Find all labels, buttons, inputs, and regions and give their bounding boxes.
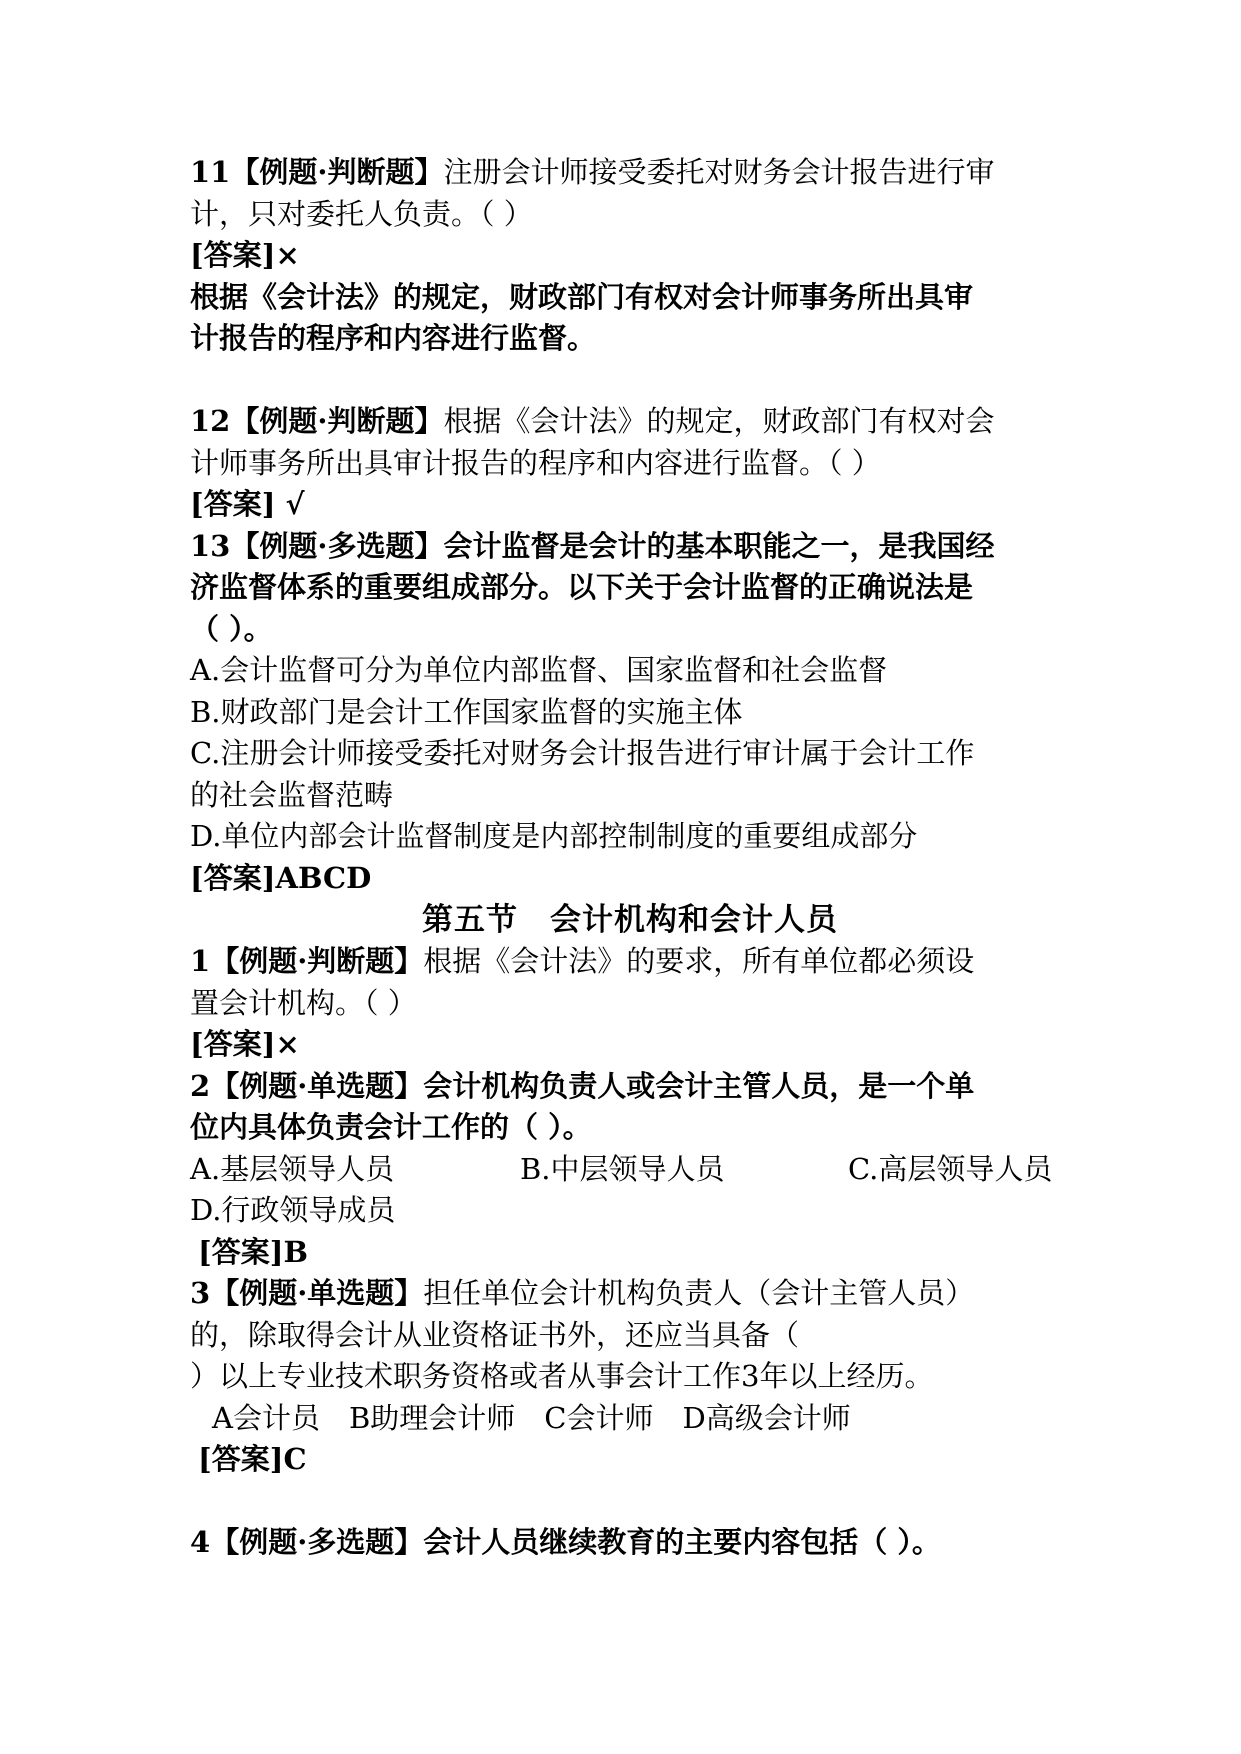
q13-option-b: B.财政部门是会计工作国家监督的实施主体 — [190, 694, 743, 729]
s1-answer: [答案]× — [190, 1027, 300, 1061]
q13-option-c-line-1: C.注册会计师接受委托对财务会计报告进行审计属于会计工作 — [190, 736, 975, 770]
s4-question-text-1: 会计人员继续教育的主要内容包括（ ）。 — [423, 1525, 941, 1559]
s4-type-tag: 【例题·多选题】 — [210, 1525, 424, 1559]
q13-question-line-3: （ ）。 — [190, 611, 273, 646]
q12-question-line-2: 计师事务所出具审计报告的程序和内容进行监督。（ ） — [190, 445, 881, 480]
s2-options-row — [190, 1149, 1070, 1191]
s2-question-text-1: 会计机构负责人或会计主管人员，是一个单 — [423, 1068, 975, 1103]
q13-option-c-line-2: 的社会监督范畴 — [190, 777, 394, 812]
q11-question-text-1: 注册会计师接受委托对财务会计报告进行审 — [443, 155, 995, 189]
s3-type-tag: 【例题·单选题】 — [210, 1276, 424, 1310]
section-title: 第五节 会计机构和会计人员 — [422, 902, 838, 938]
q11-explanation-line-1: 根据《会计法》的规定，财政部门有权对会计师事务所出具审 — [190, 279, 974, 314]
s2-question-line-2: 位内具体负责会计工作的（ ）。 — [190, 1110, 592, 1144]
q13-option-a: A.会计监督可分为单位内部监督、国家监督和社会监督 — [190, 653, 888, 687]
document-content — [190, 152, 1070, 1564]
q11-question-line-1 — [190, 152, 1070, 194]
q11-explanation-line-2: 计报告的程序和内容进行监督。 — [190, 321, 597, 355]
s3-question-line-3: ）以上专业技术职务资格或者从事会计工作3年以上经历。 — [190, 1359, 934, 1393]
s2-option-d: D.行政领导成员 — [190, 1193, 396, 1227]
s2-answer: [答案]B — [198, 1234, 308, 1269]
s3-question-line-1 — [190, 1273, 1070, 1315]
s4-question-line-1 — [190, 1522, 1070, 1564]
s3-question-text-1: 担任单位会计机构负责人（会计主管人员） — [423, 1276, 975, 1310]
s2-option-c: C.高层领导人员 — [848, 1151, 1053, 1186]
q12-number: 12 — [190, 404, 231, 438]
s1-question-line-2: 置会计机构。（ ） — [190, 985, 417, 1020]
q13-type-tag: 【例题·多选题】 — [230, 528, 444, 563]
s2-option-b: B.中层领导人员 — [520, 1151, 725, 1186]
q12-question-line-1 — [190, 401, 1070, 443]
s2-question-line-1 — [190, 1066, 1070, 1108]
q11-answer: [答案]× — [190, 238, 300, 272]
s2-type-tag: 【例题·单选题】 — [210, 1068, 424, 1103]
q12-question-text-1: 根据《会计法》的规定，财政部门有权对会 — [443, 404, 995, 438]
s1-type-tag: 【例题·判断题】 — [210, 944, 424, 978]
q13-question-line-2: 济监督体系的重要组成部分。以下关于会计监督的正确说法是 — [190, 570, 974, 604]
s3-number: 3 — [190, 1276, 211, 1310]
s3-options: A会计员 B助理会计师 C会计师 D高级会计师 — [212, 1400, 851, 1435]
q13-option-d: D.单位内部会计监督制度是内部控制制度的重要组成部分 — [190, 819, 918, 853]
s2-number: 2 — [190, 1068, 211, 1103]
s1-question-text-1: 根据《会计法》的要求，所有单位都必须设 — [423, 944, 975, 978]
q11-number: 11 — [190, 155, 231, 189]
q12-type-tag: 【例题·判断题】 — [230, 404, 444, 438]
s2-option-a: A.基层领导人员 — [190, 1151, 395, 1186]
q12-answer: [答案] √ — [190, 487, 305, 521]
s3-answer: [答案]C — [198, 1442, 307, 1476]
s3-question-line-2: 的，除取得会计从业资格证书外，还应当具备（ — [190, 1317, 800, 1352]
spacer — [190, 1481, 1070, 1523]
s4-number: 4 — [190, 1525, 211, 1559]
q13-answer: [答案]ABCD — [190, 860, 372, 895]
q13-number: 13 — [190, 528, 231, 563]
s1-question-line-1 — [190, 941, 1070, 983]
q13-question-text-1: 会计监督是会计的基本职能之一，是我国经 — [443, 528, 995, 563]
q11-type-tag: 【例题·判断题】 — [230, 155, 444, 189]
q13-question-line-1 — [190, 526, 1070, 568]
spacer — [190, 360, 1070, 402]
q11-question-line-2: 计，只对委托人负责。（ ） — [190, 196, 533, 231]
s1-number: 1 — [190, 944, 211, 978]
